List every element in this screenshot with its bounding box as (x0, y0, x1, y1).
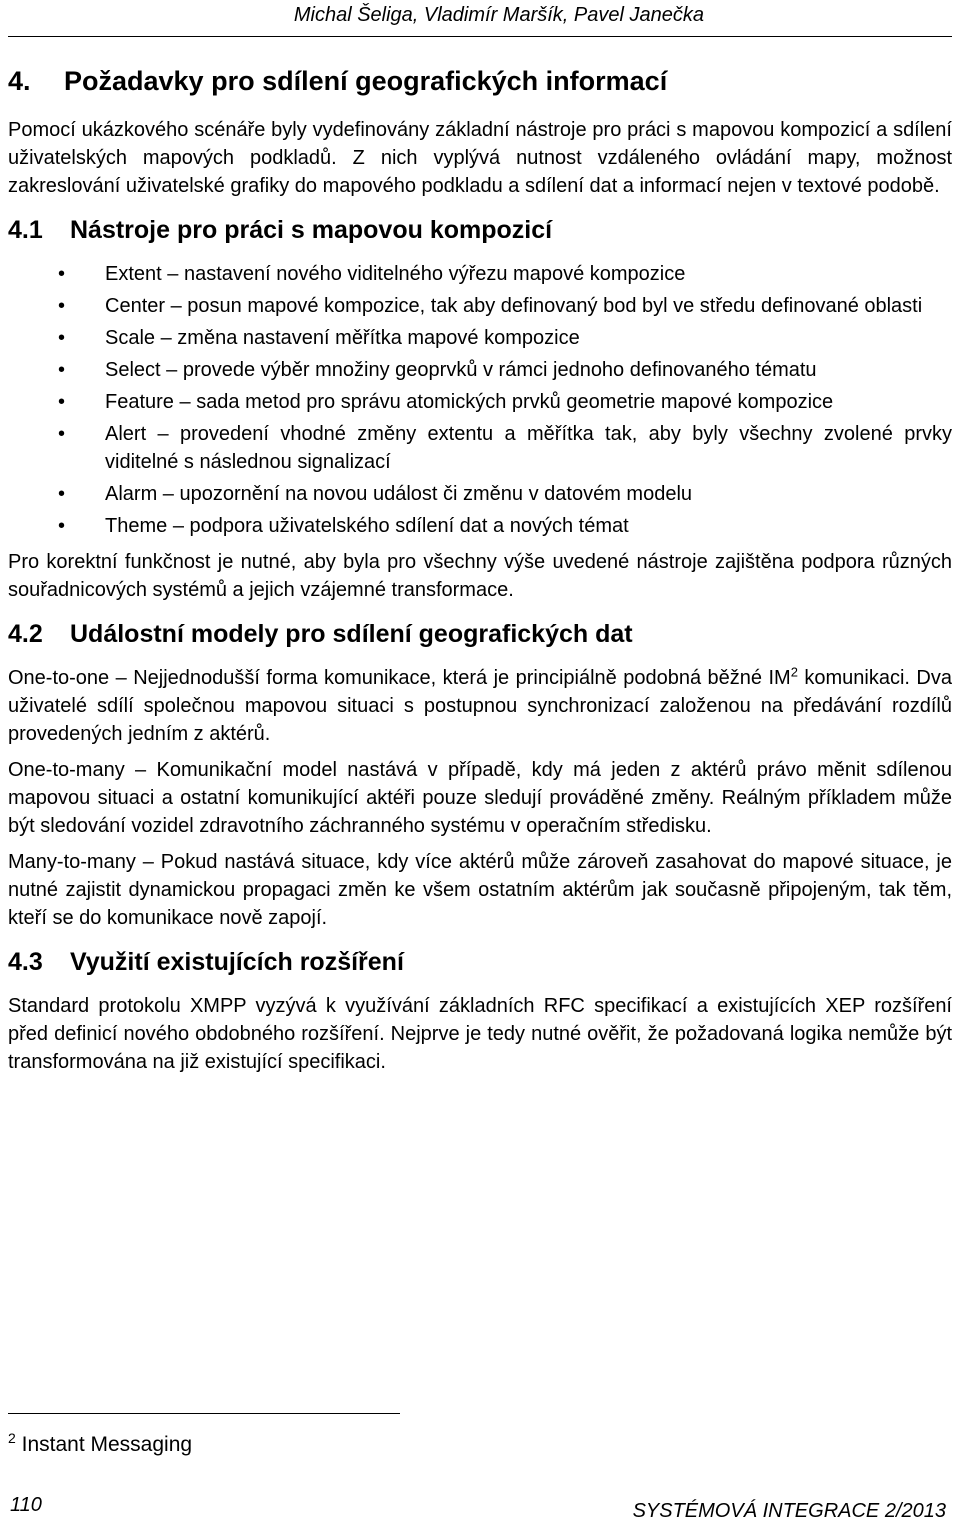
footnote-rule (8, 1413, 400, 1414)
list-item (8, 324, 952, 352)
tool-list (8, 260, 952, 540)
list-item (8, 388, 952, 416)
list-item (8, 356, 952, 384)
footnote-text: Instant Messaging (15, 1433, 193, 1456)
bullet-icon: • (58, 359, 66, 381)
many-to-many-paragraph: Many-to-many – Pokud nastává situace, kdy více aktérů může zároveň zasahovat do mapové situace, je nutné zajistit dynamickou propagaci změn ke všem ostatním aktérům jak současně připojeným, tak těm, kteří se do komunikace nově zapojí. (8, 851, 952, 929)
tool-description: podpora uživatelského sdílení dat a nových témat (189, 515, 629, 537)
header-rule (8, 36, 952, 37)
tool-term: Alarm (105, 483, 158, 505)
tool-term: Center (105, 295, 166, 317)
section-number: 4.1 (8, 216, 43, 244)
section-4-3-heading (8, 946, 952, 978)
tool-dash: – (157, 423, 169, 445)
section-title: Nástroje pro práci s mapovou kompozicí (70, 216, 553, 244)
chapter-title: Požadavky pro sdílení geografických informací (64, 66, 668, 96)
footnote-marker: 2 (8, 1430, 16, 1446)
tool-term: Select (105, 359, 161, 381)
list-item (8, 260, 952, 288)
tool-term: Alert (105, 423, 147, 445)
tool-dash: – (179, 391, 191, 413)
section-4-1-heading (8, 214, 952, 246)
footnote-reference: 2 (790, 664, 798, 680)
section-title: Událostní modely pro sdílení geografických dat (70, 620, 633, 648)
footnote (8, 1431, 192, 1459)
section-4-3-paragraph: Standard protokolu XMPP vyzývá k využívání základních RFC specifikací a existujících XEP rozšíření před definicí nového obdobného rozšíření. Nejprve je tedy nutné ověřit, že požadovaná logika nemůže být transformována na již existující specifikaci. (8, 995, 952, 1073)
list-item (8, 292, 952, 320)
running-header-authors: Michal Šeliga, Vladimír Maršík, Pavel Janečka (293, 4, 704, 26)
section-number: 4.3 (8, 948, 43, 976)
one-to-one-paragraph (8, 664, 952, 748)
section-4-1-closing: Pro korektní funkčnost je nutné, aby byla pro všechny výše uvedené nástroje zajištěna podpora různých souřadnicových systémů a jejich vzájemné transformace. (8, 551, 952, 601)
bullet-icon: • (58, 327, 66, 349)
journal-title: SYSTÉMOVÁ INTEGRACE 2/2013 (632, 1500, 946, 1522)
one-to-one-text-end: komunikaci. Dva uživatelé sdílí společnou mapovou situaci s postupnou synchronizací založenou na předávání rozdílů provedených jedním z aktérů. (8, 667, 952, 745)
tool-description: posun mapové kompozice, tak aby definovaný bod byl ve středu definované oblasti (187, 295, 923, 317)
bullet-icon: • (58, 423, 66, 445)
list-item (8, 512, 952, 540)
section-4-2-heading (8, 618, 952, 650)
bullet-icon: • (58, 483, 66, 505)
tool-term: Theme (105, 515, 168, 537)
section-title: Využití existujících rozšíření (70, 948, 404, 976)
chapter-number: 4. (8, 66, 31, 96)
tool-dash: – (167, 263, 179, 285)
section-number: 4.2 (8, 620, 43, 648)
chapter-heading (8, 64, 952, 98)
page-content (8, 64, 952, 1084)
tool-description: provedení vhodné změny extentu a měřítka tak, aby byly všechny zvolené prvky viditelné s následnou signalizací (105, 423, 953, 473)
tool-term: Feature (105, 391, 174, 413)
one-to-many-paragraph: One-to-many – Komunikační model nastává v případě, kdy má jeden z aktérů právo měnit sdílenou mapovou situaci a ostatní komunikující aktéři pouze sledují prováděné změny. Reálným příkladem může být sledování vozidel zdravotního záchranného systému v operačním středisku. (8, 759, 952, 837)
bullet-icon: • (58, 295, 66, 317)
tool-dash: – (162, 483, 174, 505)
page-number: 110 (10, 1494, 42, 1516)
tool-dash: – (172, 515, 184, 537)
bullet-icon: • (58, 391, 66, 413)
tool-description: upozornění na novou událost či změnu v datovém modelu (179, 483, 693, 505)
bullet-icon: • (58, 515, 66, 537)
tool-dash: – (166, 359, 178, 381)
tool-dash: – (170, 295, 182, 317)
chapter-intro: Pomocí ukázkového scénáře byly vydefinovány základní nástroje pro práci s mapovou kompozicí a sdílení uživatelských mapových podkladů. Z nich vyplývá nutnost vzdáleného ovládání mapy, možnost zakreslování uživatelské grafiky do mapového podkladu a sdílení dat a informací nejen v textové podobě. (8, 119, 952, 197)
tool-description: provede výběr množiny geoprvků v rámci jednoho definovaného tématu (182, 359, 817, 381)
one-to-one-text-start: One-to-one – Nejjednodušší forma komunikace, která je principiálně podobná běžné IM (8, 667, 791, 689)
tool-dash: – (160, 327, 172, 349)
bullet-icon: • (58, 263, 66, 285)
tool-description: změna nastavení měřítka mapové kompozice (177, 327, 580, 349)
tool-term: Extent (105, 263, 162, 285)
list-item (8, 420, 952, 476)
tool-description: nastavení nového viditelného výřezu mapové kompozice (183, 263, 686, 285)
tool-description: sada metod pro správu atomických prvků geometrie mapové kompozice (196, 391, 834, 413)
list-item (8, 480, 952, 508)
tool-term: Scale (105, 327, 156, 349)
